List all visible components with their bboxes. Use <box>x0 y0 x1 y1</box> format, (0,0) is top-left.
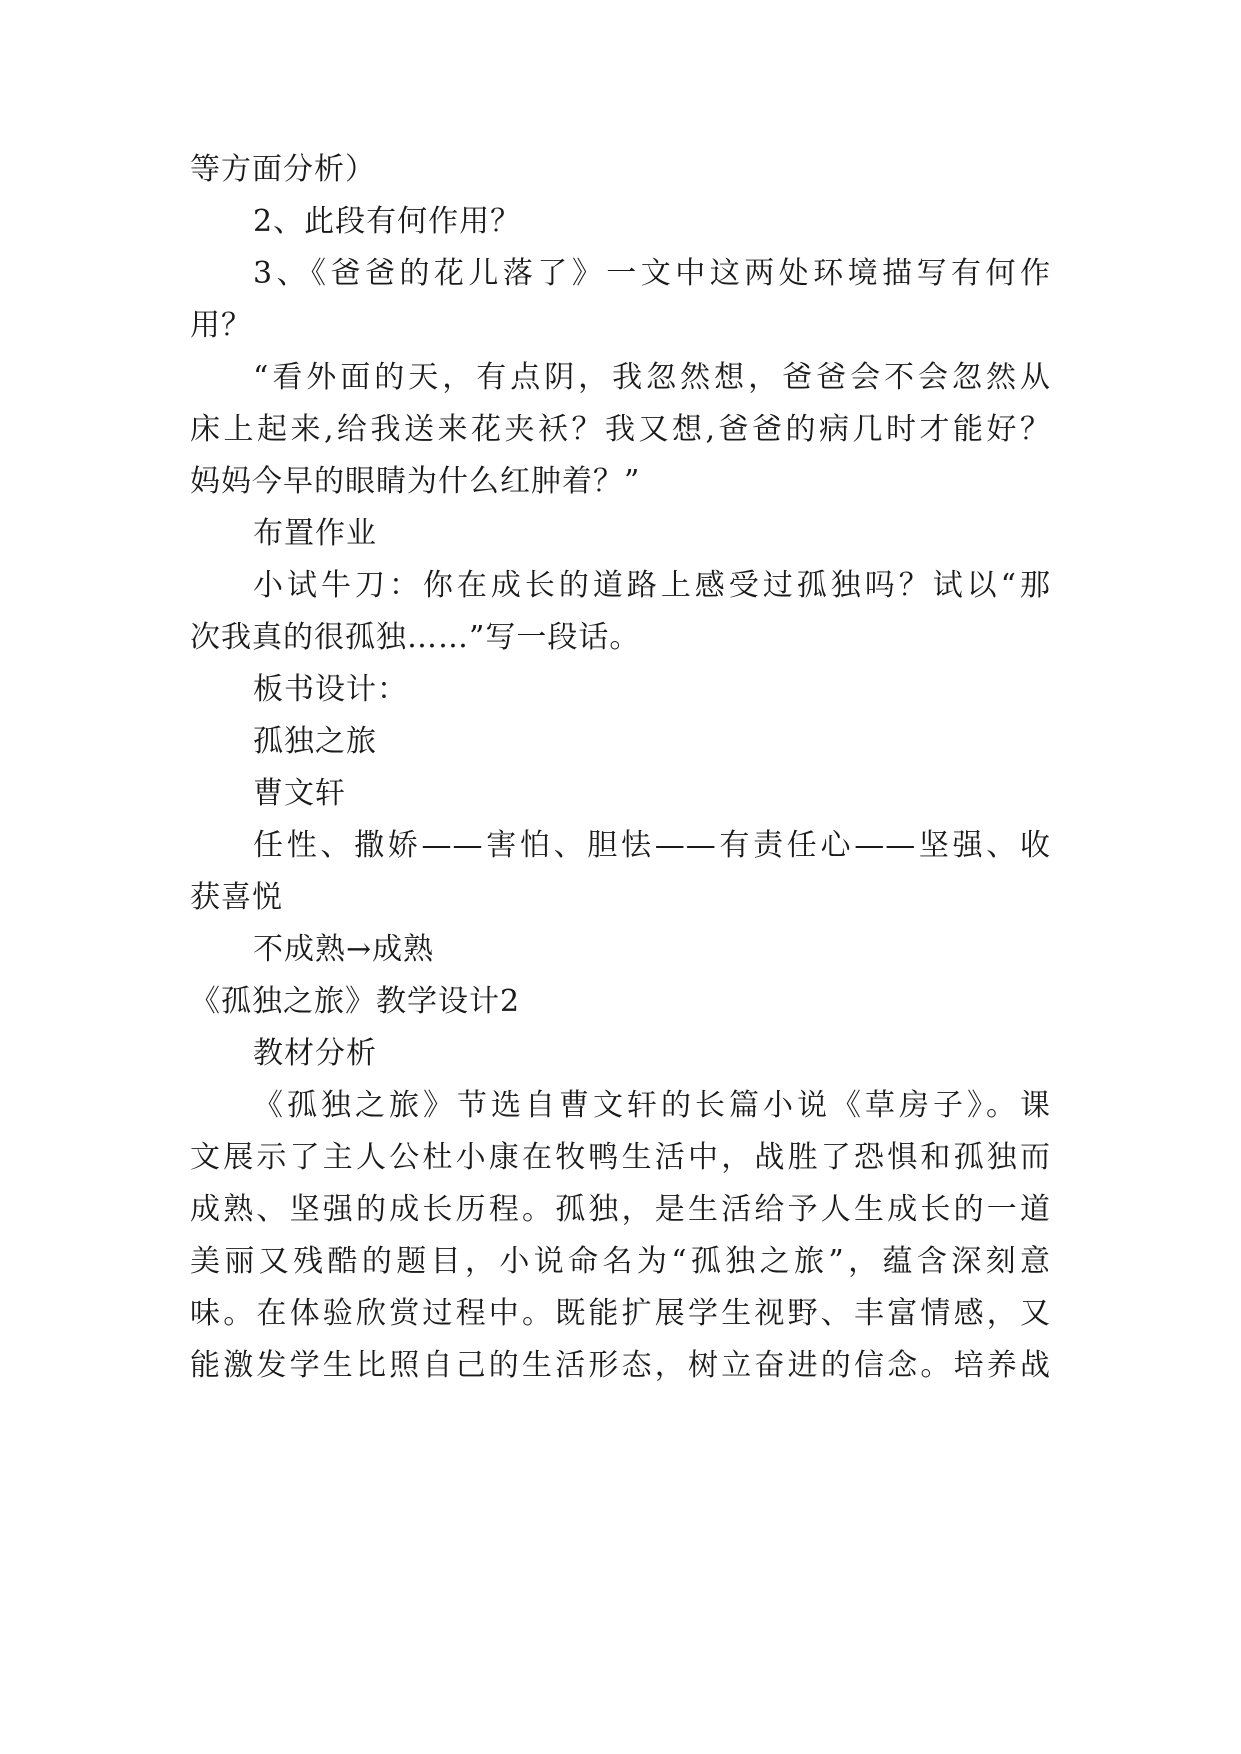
text-line: 小试牛刀：你在成长的道路上感受过孤独吗？试以“那 <box>253 568 1051 603</box>
document-title: 《孤独之旅》教学设计2 <box>190 984 521 1019</box>
text-line: 3、《爸爸的花儿落了》一文中这两处环境描写有何作 <box>253 256 1051 291</box>
text-line: 能激发学生比照自己的生活形态，树立奋进的信念。培养战 <box>190 1348 1051 1383</box>
text-line: 床上起来,给我送来花夹袄？我又想,爸爸的病几时才能好？ <box>190 412 1051 447</box>
section-heading: 教材分析 <box>253 1036 377 1071</box>
section-heading: 板书设计： <box>253 672 408 707</box>
text-line: “看外面的天，有点阴，我忽然想，爸爸会不会忽然从 <box>253 360 1051 395</box>
text-line: 任性、撒娇——害怕、胆怯——有责任心——坚强、收 <box>253 828 1051 863</box>
text-line: 美丽又残酷的题目，小说命名为“孤独之旅”，蕴含深刻意 <box>190 1244 1051 1279</box>
text-line: 获喜悦 <box>190 880 283 915</box>
text-line: 成熟、坚强的成长历程。孤独，是生活给予人生成长的一道 <box>190 1192 1051 1227</box>
text-line: 次我真的很孤独……”写一段话。 <box>190 620 641 655</box>
text-line: 等方面分析） <box>190 152 376 187</box>
text-line: 不成熟→成熟 <box>253 932 435 967</box>
text-line: 2、此段有何作用？ <box>253 204 522 239</box>
text-line: 曹文轩 <box>253 776 346 811</box>
text-line: 文展示了主人公杜小康在牧鸭生活中，战胜了恐惧和孤独而 <box>190 1140 1051 1175</box>
text-line: 用？ <box>190 308 252 343</box>
text-line: 味。在体验欣赏过程中。既能扩展学生视野、丰富情感，又 <box>190 1296 1051 1331</box>
text-line: 《孤独之旅》节选自曹文轩的长篇小说《草房子》。课 <box>253 1088 1051 1123</box>
section-heading: 布置作业 <box>253 516 377 551</box>
text-line: 妈妈今早的眼睛为什么红肿着？” <box>190 464 641 499</box>
text-line: 孤独之旅 <box>253 724 377 759</box>
